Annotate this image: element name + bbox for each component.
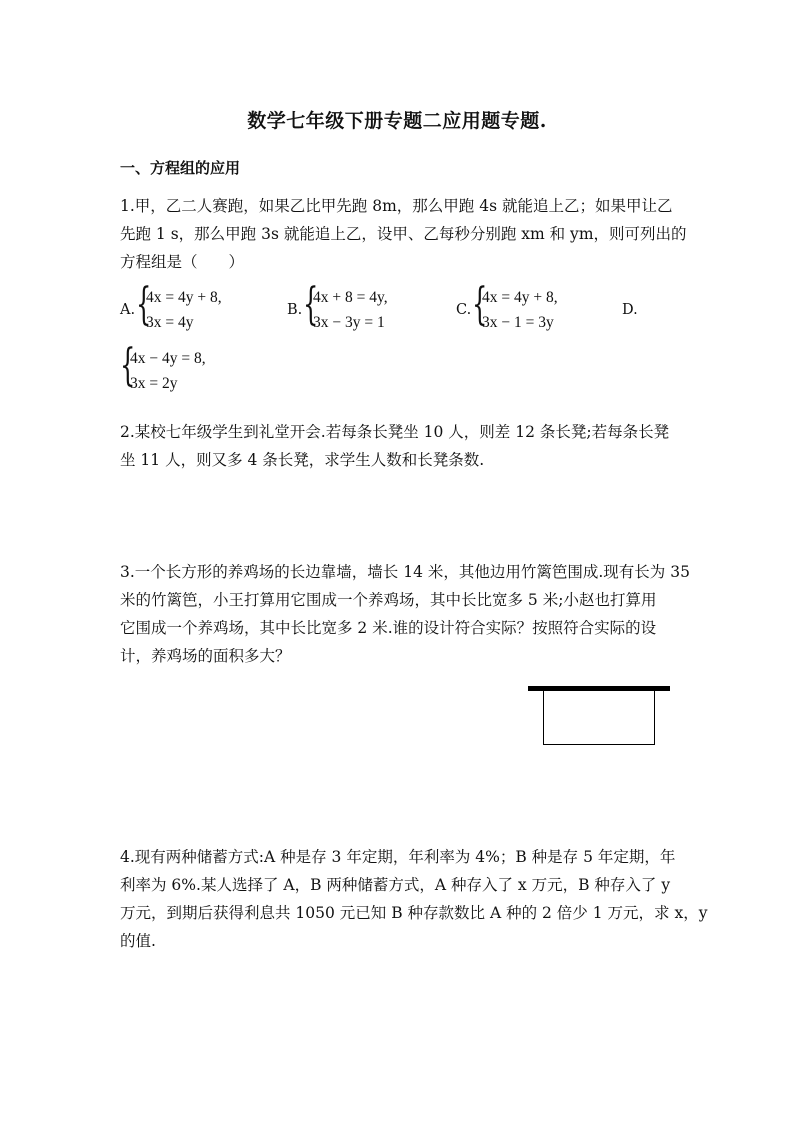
chicken-farm-diagram bbox=[528, 686, 670, 748]
question-3-line: 计，养鸡场的面积多大？ bbox=[120, 647, 291, 665]
question-4-line: 利率为 6%.某人选择了 A，B 两种储蓄方式，A 种存入了 x 万元，B 种存入了 y bbox=[120, 876, 671, 894]
question-2-line: 坐 11 人，则又多 4 条长凳，求学生人数和长凳条数. bbox=[120, 451, 485, 469]
fence-rectangle bbox=[543, 690, 655, 745]
question-3 bbox=[120, 558, 690, 670]
option-d-label: D. bbox=[622, 302, 638, 318]
question-4-line: 4.现有两种储蓄方式:A 种是存 3 年定期，年利率为 4%；B 种是存 5 年定期，年 bbox=[120, 848, 676, 866]
question-1-line: 方程组是（ ） bbox=[120, 253, 245, 271]
equation-line: 3x − 3y = 1 bbox=[313, 314, 385, 331]
option-b-label: B. bbox=[287, 302, 303, 318]
brace-symbol: { bbox=[472, 279, 488, 330]
equation-line: 3x = 4y bbox=[146, 314, 194, 331]
question-4 bbox=[120, 843, 708, 955]
brace-symbol: { bbox=[120, 340, 136, 391]
equation-line: 4x = 4y + 8, bbox=[482, 289, 558, 306]
question-1-line: 1.甲，乙二人赛跑，如果乙比甲先跑 8m，那么甲跑 4s 就能追上乙；如果甲让乙 bbox=[120, 197, 673, 215]
question-4-line: 万元，到期后获得利息共 1050 元已知 B 种存款数比 A 种的 2 倍少 1 万元，求 x，y bbox=[120, 904, 708, 922]
equation-line: 4x = 4y + 8, bbox=[146, 289, 222, 306]
question-3-line: 它围成一个养鸡场，其中长比宽多 2 米.谁的设计符合实际？按照符合实际的设 bbox=[120, 619, 657, 637]
question-3-line: 米的竹篱笆，小王打算用它围成一个养鸡场，其中长比宽多 5 米;小赵也打算用 bbox=[120, 591, 657, 609]
equation-line: 3x = 2y bbox=[130, 375, 178, 392]
equation-line: 4x − 4y = 8, bbox=[130, 350, 206, 367]
question-2-line: 2.某校七年级学生到礼堂开会.若每条长凳坐 10 人，则差 12 条长凳;若每条长凳 bbox=[120, 423, 670, 441]
brace-symbol: { bbox=[136, 279, 152, 330]
question-3-line: 3.一个长方形的养鸡场的长边靠墙，墙长 14 米，其他边用竹篱笆围成.现有长为 35 bbox=[120, 563, 690, 581]
equation-line: 3x − 1 = 3y bbox=[482, 314, 554, 331]
option-a-label: A. bbox=[120, 302, 136, 318]
question-1 bbox=[120, 192, 687, 276]
question-1-line: 先跑 1 s，那么甲跑 3s 就能追上乙，设甲、乙每秒分别跑 xm 和 ym，则可列出的 bbox=[120, 225, 687, 243]
brace-symbol: { bbox=[303, 279, 319, 330]
question-2 bbox=[120, 418, 680, 474]
equation-line: 4x + 8 = 4y, bbox=[313, 289, 388, 306]
page-title: 数学七年级下册专题二应用题专题. bbox=[247, 110, 547, 132]
question-4-line: 的值. bbox=[120, 932, 156, 950]
section-heading: 一、方程组的应用 bbox=[120, 159, 241, 177]
option-c-label: C. bbox=[456, 302, 472, 318]
